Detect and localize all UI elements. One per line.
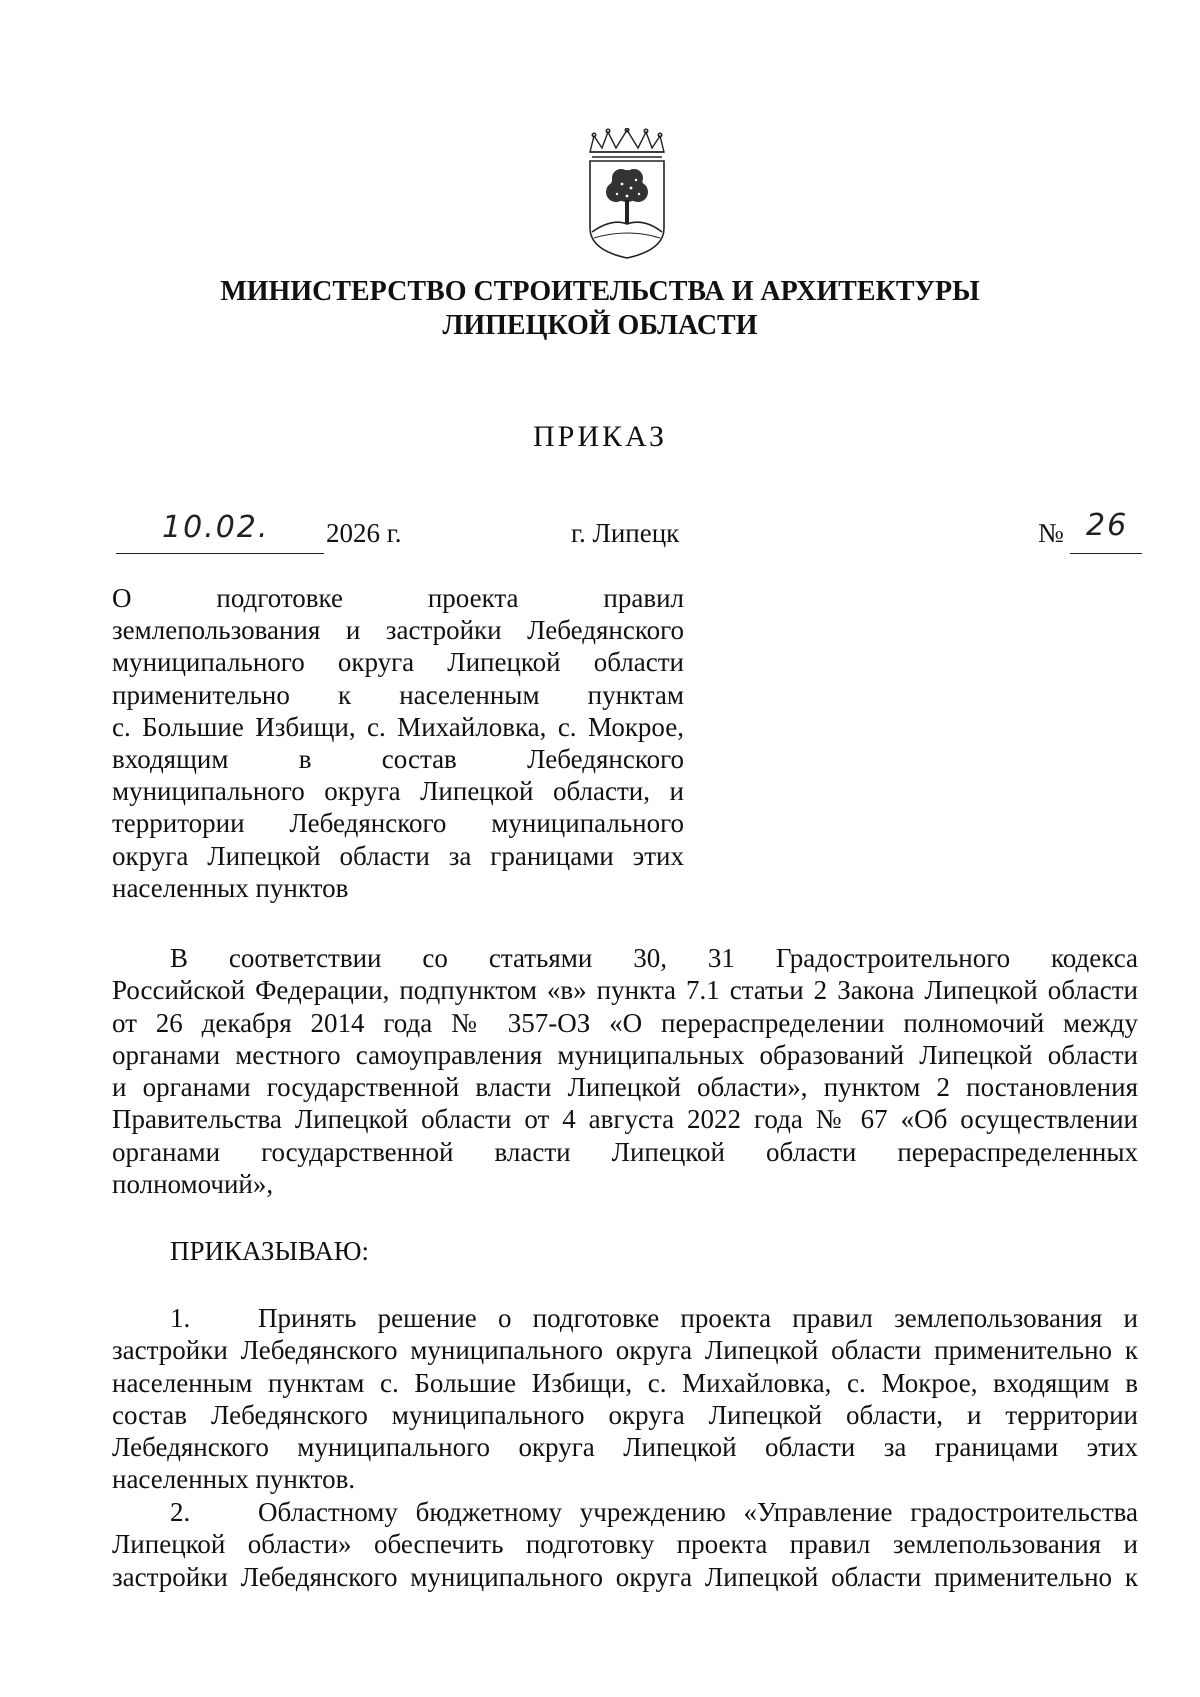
subject-line: с. Большие Избищи, с. Михайловка, с. Мокрое, [112, 711, 684, 742]
item-line: Принять решение о подготовке проекта правил землепользования и [258, 1303, 1138, 1333]
handwritten-number: 26 [1086, 508, 1129, 543]
preamble-line: органами государственной власти Липецкой области перераспределенных [112, 1136, 1138, 1167]
subject-line: округа Липецкой области за границами этих [112, 840, 684, 871]
ministry-name-line2: ЛИПЕЦКОЙ ОБЛАСТИ [442, 310, 758, 341]
coat-of-arms-emblem [584, 128, 670, 260]
item-line: застройки Лебедянского муниципального округа Липецкой области применительно к [112, 1335, 1138, 1366]
preamble-line: органами местного самоуправления муниципальных образований Липецкой области [112, 1039, 1138, 1070]
subject-line: муниципального округа Липецкой области [112, 647, 684, 678]
item-line: Областному бюджетному учреждению «Управление градостроительства [258, 1497, 1138, 1527]
preamble-line: от 26 декабря 2014 года № 357-ОЗ «О перераспределении полномочий между [112, 1007, 1138, 1038]
subject-line: применительно к населенным пунктам [112, 679, 684, 710]
subject-line: муниципального округа Липецкой области, и [112, 776, 684, 807]
preamble-line: Правительства Липецкой области от 4 августа 2022 года № 67 «Об осуществлении [112, 1104, 1138, 1135]
order-item-2 [112, 1496, 1138, 1593]
subject-line: территории Лебедянского муниципального [112, 808, 684, 839]
preamble-line: В соответствии со статьями 30, 31 Градостроительного кодекса [170, 943, 1138, 973]
subject-line: входящим в состав Лебедянского [112, 744, 684, 775]
item-line: застройки Лебедянского муниципального округа Липецкой области применительно к [112, 1561, 1138, 1592]
subject-line: землепользования и застройки Лебедянского [112, 615, 684, 646]
preamble-line: полномочий», [112, 1169, 274, 1200]
subject-line: О подготовке проекта правил [112, 583, 684, 613]
item-number: 2. [170, 1497, 191, 1527]
order-subject [112, 582, 684, 904]
handwritten-date: 10.02. [162, 510, 270, 545]
subject-line: населенных пунктов [112, 872, 349, 903]
preamble-paragraph [112, 942, 1138, 1200]
item-line: населенным пунктам с. Большие Избищи, с. Михайловка, с. Мокрое, входящим в [112, 1367, 1138, 1398]
preamble-line: Российской Федерации, подпунктом «в» пункта 7.1 статьи 2 Закона Липецкой области [112, 975, 1138, 1006]
item-line: Липецкой области» обеспечить подготовку проекта правил землепользования и [112, 1529, 1138, 1560]
date-year: 2026 г. [326, 518, 402, 548]
item-line: состав Лебедянского муниципального округа Липецкой области, и территории [112, 1399, 1138, 1430]
item-number: 1. [170, 1303, 191, 1333]
date-underline [116, 553, 324, 554]
preamble-line: и органами государственной власти Липецкой области», пунктом 2 постановления [112, 1072, 1138, 1103]
number-underline [1070, 553, 1142, 554]
order-word: ПРИКАЗЫВАЮ: [170, 1236, 369, 1266]
ministry-name-line1: МИНИСТЕРСТВО СТРОИТЕЛЬСТВА И АРХИТЕКТУРЫ [220, 276, 980, 307]
number-sign: № [1038, 518, 1064, 548]
document-type-title: ПРИКАЗ [533, 420, 667, 453]
item-line: Лебедянского муниципального округа Липецкой области за границами этих [112, 1432, 1138, 1463]
order-item-1 [112, 1302, 1138, 1496]
item-line: населенных пунктов. [112, 1464, 356, 1495]
city-name: г. Липецк [571, 518, 680, 548]
